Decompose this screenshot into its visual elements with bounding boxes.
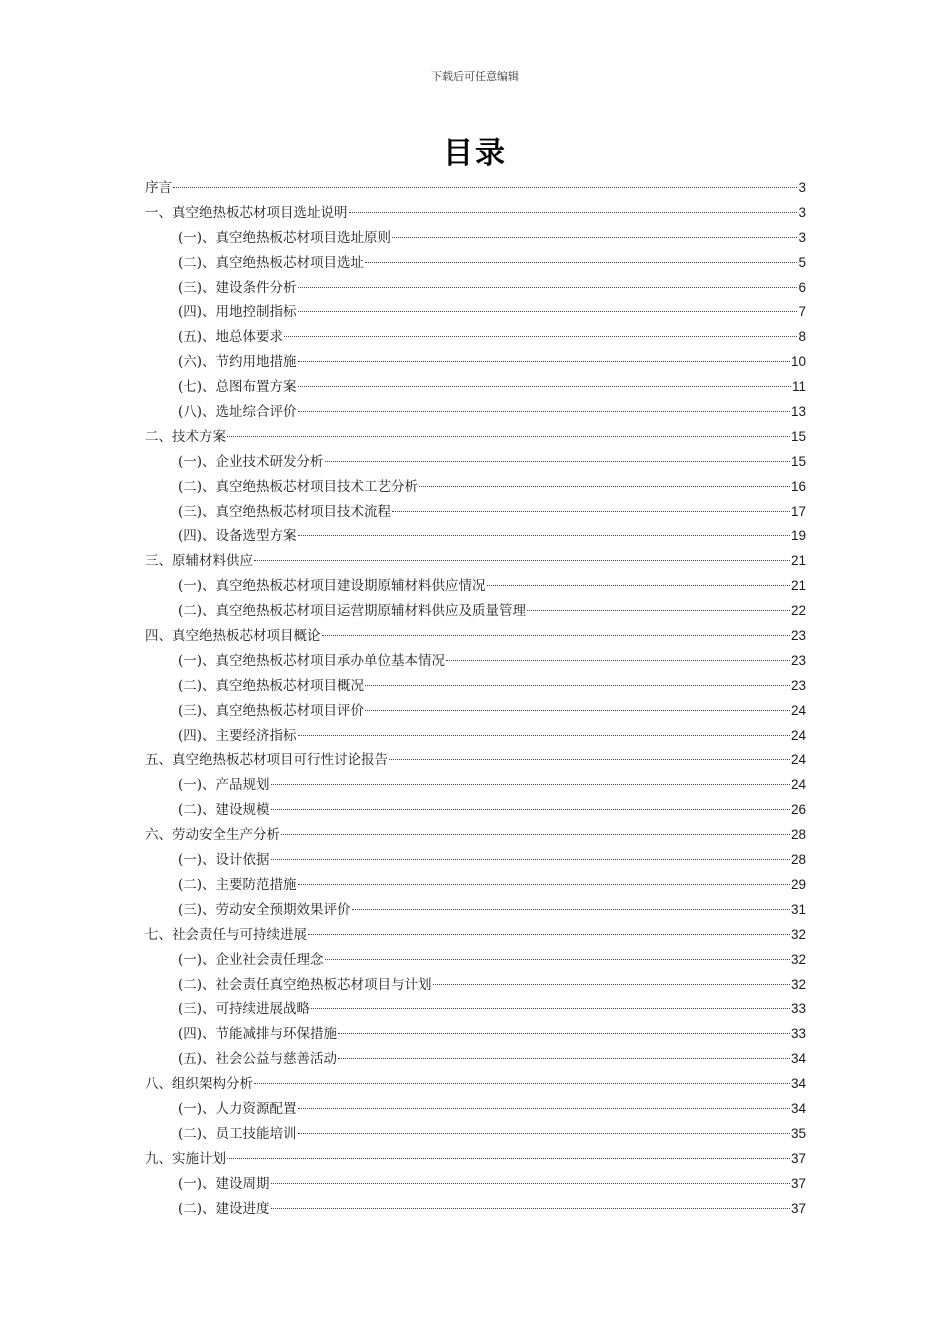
toc-page-number: 24 xyxy=(790,702,806,718)
toc-entry-label: (二)、主要防范措施 xyxy=(178,876,297,893)
toc-subentry[interactable] xyxy=(145,948,806,973)
toc-subentry[interactable] xyxy=(145,898,806,923)
toc-dot-leader xyxy=(338,1058,790,1059)
toc-entry-label: (四)、主要经济指标 xyxy=(178,727,297,744)
toc-page-number: 3 xyxy=(798,180,806,195)
toc-entry-label: (二)、真空绝热板芯材项目技术工艺分析 xyxy=(178,478,419,495)
toc-entry-label: (四)、设备选型方案 xyxy=(178,528,297,545)
toc-page-number: 23 xyxy=(790,677,806,693)
toc-subentry[interactable] xyxy=(145,973,806,998)
toc-entry-label: (四)、节能减排与环保措施 xyxy=(178,1026,338,1043)
toc-entry-label: 一、真空绝热板芯材项目选址说明 xyxy=(145,204,348,221)
toc-page-number: 34 xyxy=(790,1076,806,1092)
toc-dot-leader xyxy=(308,934,790,935)
toc-dot-leader xyxy=(349,212,798,213)
toc-page-number: 11 xyxy=(791,379,806,395)
toc-page-number: 21 xyxy=(790,578,806,594)
toc-page-number: 37 xyxy=(790,1150,806,1166)
toc-dot-leader xyxy=(227,1158,790,1159)
toc-entry-label: (二)、社会责任真空绝热板芯材项目与计划 xyxy=(178,976,432,993)
toc-dot-leader xyxy=(352,909,790,910)
toc-dot-leader xyxy=(271,784,790,785)
toc-subentry[interactable] xyxy=(145,276,806,301)
toc-entry[interactable] xyxy=(145,1147,806,1172)
toc-page-number: 24 xyxy=(790,727,806,743)
toc-subentry[interactable] xyxy=(145,699,806,724)
toc-dot-leader xyxy=(298,361,790,362)
toc-page-number: 10 xyxy=(790,354,806,370)
toc-page-number: 8 xyxy=(798,329,806,345)
toc-dot-leader xyxy=(254,1083,790,1084)
toc-page-number: 28 xyxy=(790,852,806,868)
toc-dot-leader xyxy=(365,685,790,686)
toc-subentry[interactable] xyxy=(145,798,806,823)
toc-dot-leader xyxy=(284,336,797,337)
toc-entry-label: (二)、真空绝热板芯材项目运营期原辅材料供应及质量管理 xyxy=(178,603,527,620)
toc-subentry[interactable] xyxy=(145,848,806,873)
toc-page-number: 13 xyxy=(790,404,806,420)
toc-entry-label: (一)、真空绝热板芯材项目承办单位基本情况 xyxy=(178,652,446,669)
toc-dot-leader xyxy=(298,1133,790,1134)
toc-entry-label: (七)、总图布置方案 xyxy=(178,379,297,396)
toc-entry[interactable] xyxy=(145,201,806,226)
toc-dot-leader xyxy=(271,859,790,860)
toc-entry-label: (二)、真空绝热板芯材项目选址 xyxy=(178,254,365,271)
toc-entry-label: (六)、节约用地措施 xyxy=(178,354,297,371)
toc-subentry[interactable] xyxy=(145,325,806,350)
toc-subentry[interactable] xyxy=(145,251,806,276)
toc-entry-label: 五、真空绝热板芯材项目可行性讨论报告 xyxy=(145,752,388,769)
toc-dot-leader xyxy=(254,560,790,561)
toc-entry-label: 九、实施计划 xyxy=(145,1150,226,1167)
toc-subentry[interactable] xyxy=(145,450,806,475)
toc-subentry[interactable] xyxy=(145,724,806,749)
toc-subentry[interactable] xyxy=(145,524,806,549)
toc-page-number: 6 xyxy=(798,279,806,295)
toc-entry[interactable] xyxy=(145,748,806,773)
toc-entry-label: (一)、真空绝热板芯材项目建设期原辅材料供应情况 xyxy=(178,578,486,595)
toc-entry[interactable] xyxy=(145,1072,806,1097)
toc-page-number: 7 xyxy=(798,304,806,320)
toc-subentry[interactable] xyxy=(145,226,806,251)
toc-entry-label: (八)、选址综合评价 xyxy=(178,404,297,421)
toc-page-number: 24 xyxy=(790,752,806,768)
toc-page-number: 23 xyxy=(790,628,806,644)
toc-dot-leader xyxy=(173,187,797,188)
toc-entry-label: 序言 xyxy=(145,180,172,196)
toc-entry[interactable] xyxy=(145,549,806,574)
toc-subentry[interactable] xyxy=(145,1097,806,1122)
toc-page-number: 33 xyxy=(790,1001,806,1017)
toc-page-number: 24 xyxy=(790,777,806,793)
toc-entry-label: (三)、真空绝热板芯材项目技术流程 xyxy=(178,503,392,520)
toc-subentry[interactable] xyxy=(145,1047,806,1072)
toc-dot-leader xyxy=(446,660,790,661)
toc-dot-leader xyxy=(281,834,790,835)
toc-entry-label: (二)、建设进度 xyxy=(178,1200,270,1217)
toc-dot-leader xyxy=(227,436,790,437)
toc-entry-label: 七、社会责任与可持续进展 xyxy=(145,926,307,943)
toc-entry-label: (三)、劳动安全预期效果评价 xyxy=(178,901,351,918)
toc-dot-leader xyxy=(298,386,791,387)
toc-dot-leader xyxy=(322,635,790,636)
toc-entry-label: 二、技术方案 xyxy=(145,428,226,445)
toc-entry-label: (五)、社会公益与慈善活动 xyxy=(178,1051,338,1068)
toc-entry-label: (二)、真空绝热板芯材项目概况 xyxy=(178,677,365,694)
toc-dot-leader xyxy=(419,486,790,487)
toc-page-number: 31 xyxy=(790,901,806,917)
toc-page-number: 26 xyxy=(790,802,806,818)
toc-entry-label: (五)、地总体要求 xyxy=(178,329,284,346)
toc-page-number: 22 xyxy=(790,603,806,619)
toc-subentry[interactable] xyxy=(145,574,806,599)
toc-page-number: 32 xyxy=(790,951,806,967)
toc-entry-label: (三)、建设条件分析 xyxy=(178,279,297,296)
toc-entry[interactable] xyxy=(145,823,806,848)
toc-subentry[interactable] xyxy=(145,599,806,624)
toc-page-number: 29 xyxy=(790,876,806,892)
toc-page-number: 5 xyxy=(798,254,806,270)
toc-entry-label: 四、真空绝热板芯材项目概论 xyxy=(145,628,321,645)
toc-page-number: 33 xyxy=(790,1026,806,1042)
toc-dot-leader xyxy=(392,511,790,512)
toc-entry-label: (一)、建设周期 xyxy=(178,1175,270,1192)
toc-subentry[interactable] xyxy=(145,1197,806,1222)
toc-entry-label: (四)、用地控制指标 xyxy=(178,304,297,321)
toc-subentry[interactable] xyxy=(145,1122,806,1147)
toc-dot-leader xyxy=(325,461,790,462)
toc-dot-leader xyxy=(311,1008,790,1009)
toc-subentry[interactable] xyxy=(145,1172,806,1197)
toc-entry-label: 八、组织架构分析 xyxy=(145,1076,253,1093)
toc-entry-label: 六、劳动安全生产分析 xyxy=(145,827,280,844)
toc-dot-leader xyxy=(298,735,790,736)
toc-entry-label: (二)、员工技能培训 xyxy=(178,1125,297,1142)
toc-dot-leader xyxy=(298,884,790,885)
toc-page-number: 32 xyxy=(790,976,806,992)
toc-subentry[interactable] xyxy=(145,350,806,375)
toc-dot-leader xyxy=(487,585,790,586)
toc-dot-leader xyxy=(392,237,797,238)
toc-page-number: 15 xyxy=(790,453,806,469)
toc-dot-leader xyxy=(298,411,790,412)
toc-dot-leader xyxy=(527,610,790,611)
toc-page-number: 28 xyxy=(790,827,806,843)
toc-dot-leader xyxy=(271,1208,790,1209)
toc-subentry[interactable] xyxy=(145,1022,806,1047)
toc-subentry[interactable] xyxy=(145,400,806,425)
toc-dot-leader xyxy=(271,1183,790,1184)
toc-page-number: 19 xyxy=(790,528,806,544)
toc-page-number: 3 xyxy=(798,229,806,245)
toc-subentry[interactable] xyxy=(145,300,806,325)
toc-dot-leader xyxy=(365,710,790,711)
toc-dot-leader xyxy=(271,809,790,810)
toc-page-number: 37 xyxy=(790,1175,806,1191)
toc-entry-label: (三)、可持续进展战略 xyxy=(178,1001,311,1018)
toc-entry-label: (三)、真空绝热板芯材项目评价 xyxy=(178,702,365,719)
toc-dot-leader xyxy=(298,287,798,288)
toc-subentry[interactable] xyxy=(145,674,806,699)
toc-subentry[interactable] xyxy=(145,649,806,674)
toc-dot-leader xyxy=(389,759,790,760)
toc-entry-label: (二)、建设规模 xyxy=(178,802,270,819)
toc-entry-label: (一)、企业技术研发分析 xyxy=(178,453,324,470)
toc-subentry[interactable] xyxy=(145,997,806,1022)
toc-dot-leader xyxy=(433,984,790,985)
toc-page-number: 15 xyxy=(790,428,806,444)
page-title: 目录 xyxy=(443,136,507,171)
toc-page-number: 32 xyxy=(790,926,806,942)
toc-subentry[interactable] xyxy=(145,375,806,400)
toc-page-number: 17 xyxy=(790,503,806,519)
toc-entry-label: 三、原辅材料供应 xyxy=(145,553,253,570)
toc-dot-leader xyxy=(365,262,797,263)
toc-page-number: 37 xyxy=(790,1200,806,1216)
toc-dot-leader xyxy=(298,311,798,312)
toc-subentry[interactable] xyxy=(145,475,806,500)
toc-subentry[interactable] xyxy=(145,873,806,898)
toc-page-number: 34 xyxy=(790,1051,806,1067)
toc-entry-label: (一)、产品规划 xyxy=(178,777,270,794)
toc-entry-label: (一)、真空绝热板芯材项目选址原则 xyxy=(178,229,392,246)
toc-entry-label: (一)、设计依据 xyxy=(178,852,270,869)
toc-dot-leader xyxy=(325,959,790,960)
toc-page-number: 21 xyxy=(790,553,806,569)
toc-page-number: 34 xyxy=(790,1100,806,1116)
toc-subentry[interactable] xyxy=(145,773,806,798)
toc-subentry[interactable] xyxy=(145,500,806,525)
header-note: 下载后可任意编辑 xyxy=(431,70,519,83)
toc-entry[interactable] xyxy=(145,624,806,649)
toc-entry[interactable] xyxy=(145,176,806,201)
toc-entry[interactable] xyxy=(145,923,806,948)
toc-page-number: 3 xyxy=(798,204,806,220)
toc-entry-label: (一)、人力资源配置 xyxy=(178,1100,297,1117)
toc-dot-leader xyxy=(298,1108,790,1109)
toc-page-number: 35 xyxy=(790,1125,806,1141)
table-of-contents xyxy=(145,176,806,1221)
toc-page-number: 23 xyxy=(790,652,806,668)
toc-page-number: 16 xyxy=(790,478,806,494)
toc-dot-leader xyxy=(298,535,790,536)
toc-entry-label: (一)、企业社会责任理念 xyxy=(178,951,324,968)
toc-dot-leader xyxy=(338,1033,790,1034)
toc-entry[interactable] xyxy=(145,425,806,450)
